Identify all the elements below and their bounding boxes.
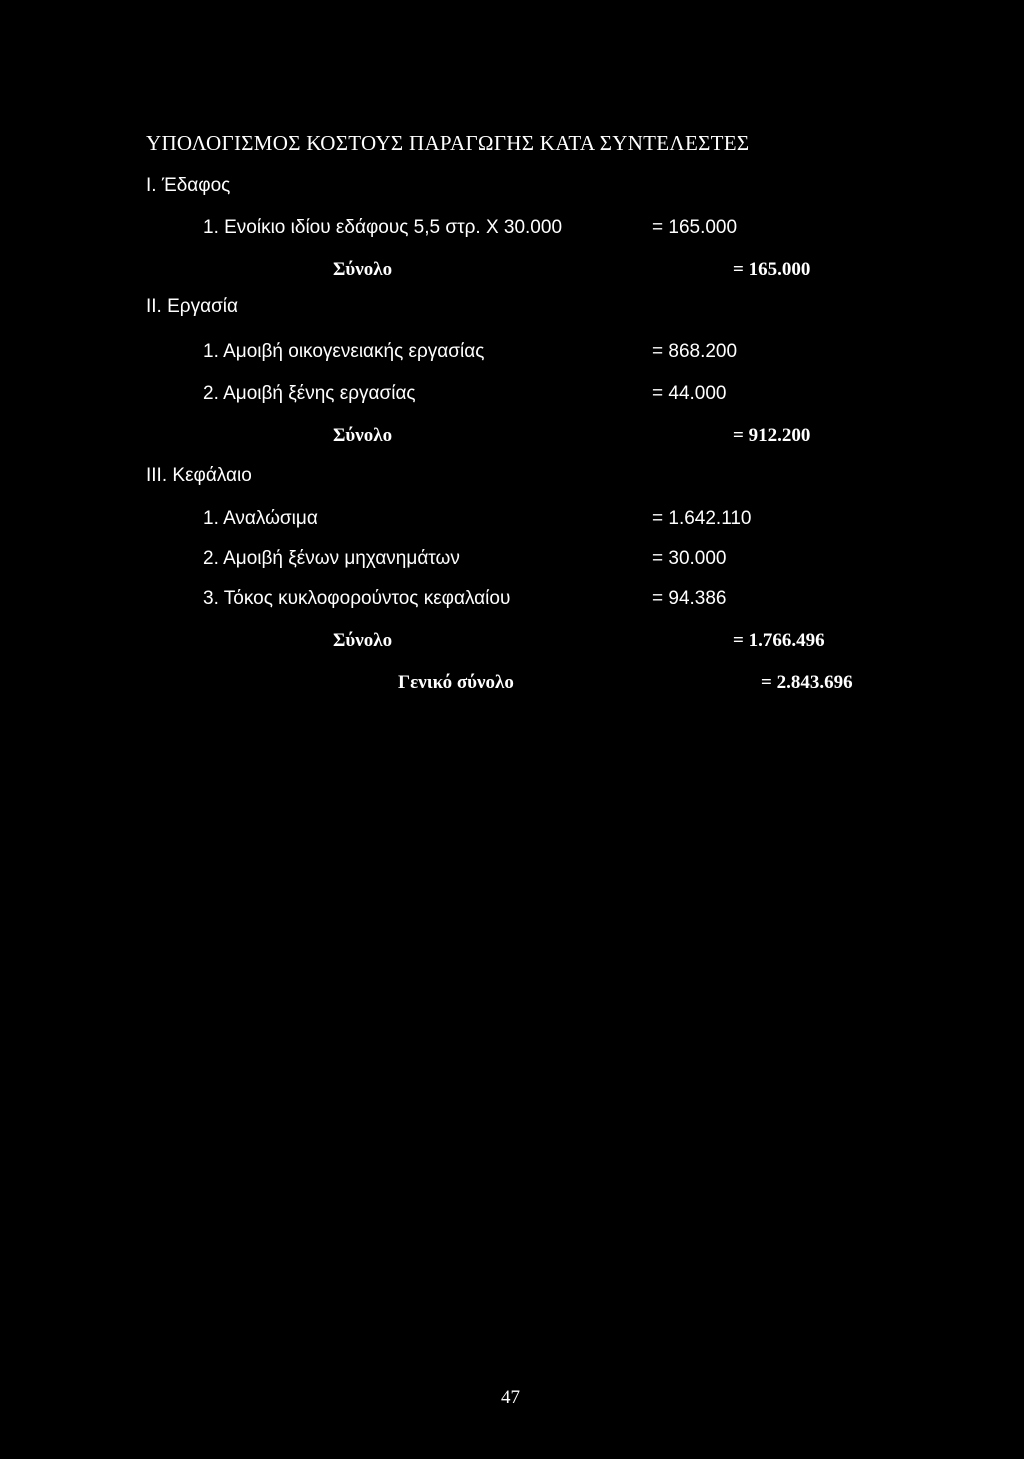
item-label-machinery-hire: 2. Αμοιβή ξένων μηχανημάτων (203, 548, 460, 569)
item-label-capital-interest: 3. Τόκος κυκλοφορούντος κεφαλαίου (203, 588, 511, 609)
section-heading-capital: ΙΙΙ. Κεφάλαιο (146, 465, 252, 486)
item-label-family-labour: 1. Αμοιβή οικογενειακής εργασίας (203, 341, 485, 362)
section-total-value-land: = 165.000 (733, 259, 811, 280)
item-value-capital-interest: = 94.386 (652, 588, 727, 609)
section-total-value-labour: = 912.200 (733, 425, 811, 446)
item-value-family-labour: = 868.200 (652, 341, 738, 362)
section-heading-labour: ΙΙ. Εργασία (146, 296, 239, 317)
grand-total-value: = 2.843.696 (761, 672, 853, 693)
section-total-label-labour: Σύνολο (333, 425, 393, 446)
item-value-hired-labour: = 44.000 (652, 383, 727, 404)
page-number: 47 (501, 1387, 520, 1408)
item-label-consumables: 1. Αναλώσιμα (203, 508, 318, 529)
section-total-value-capital: = 1.766.496 (733, 630, 825, 651)
document-title: ΥΠΟΛΟΓΙΣΜΟΣ ΚΟΣΤΟΥΣ ΠΑΡΑΓΩΓΗΣ ΚΑΤΑ ΣΥΝΤΕΛΕΣΤΕΣ (146, 131, 750, 155)
section-total-label-capital: Σύνολο (333, 630, 393, 651)
section-total-label-land: Σύνολο (333, 259, 393, 280)
item-label-land-rent: 1. Ενοίκιο ιδίου εδάφους 5,5 στρ. Χ 30.000 (203, 217, 563, 238)
item-label-hired-labour: 2. Αμοιβή ξένης εργασίας (203, 383, 416, 404)
section-heading-land: Ι. Έδαφος (146, 175, 231, 196)
item-value-machinery-hire: = 30.000 (652, 548, 727, 569)
grand-total-label: Γενικό σύνολο (398, 672, 514, 693)
item-value-land-rent: = 165.000 (652, 217, 738, 238)
item-value-consumables: = 1.642.110 (652, 508, 752, 529)
